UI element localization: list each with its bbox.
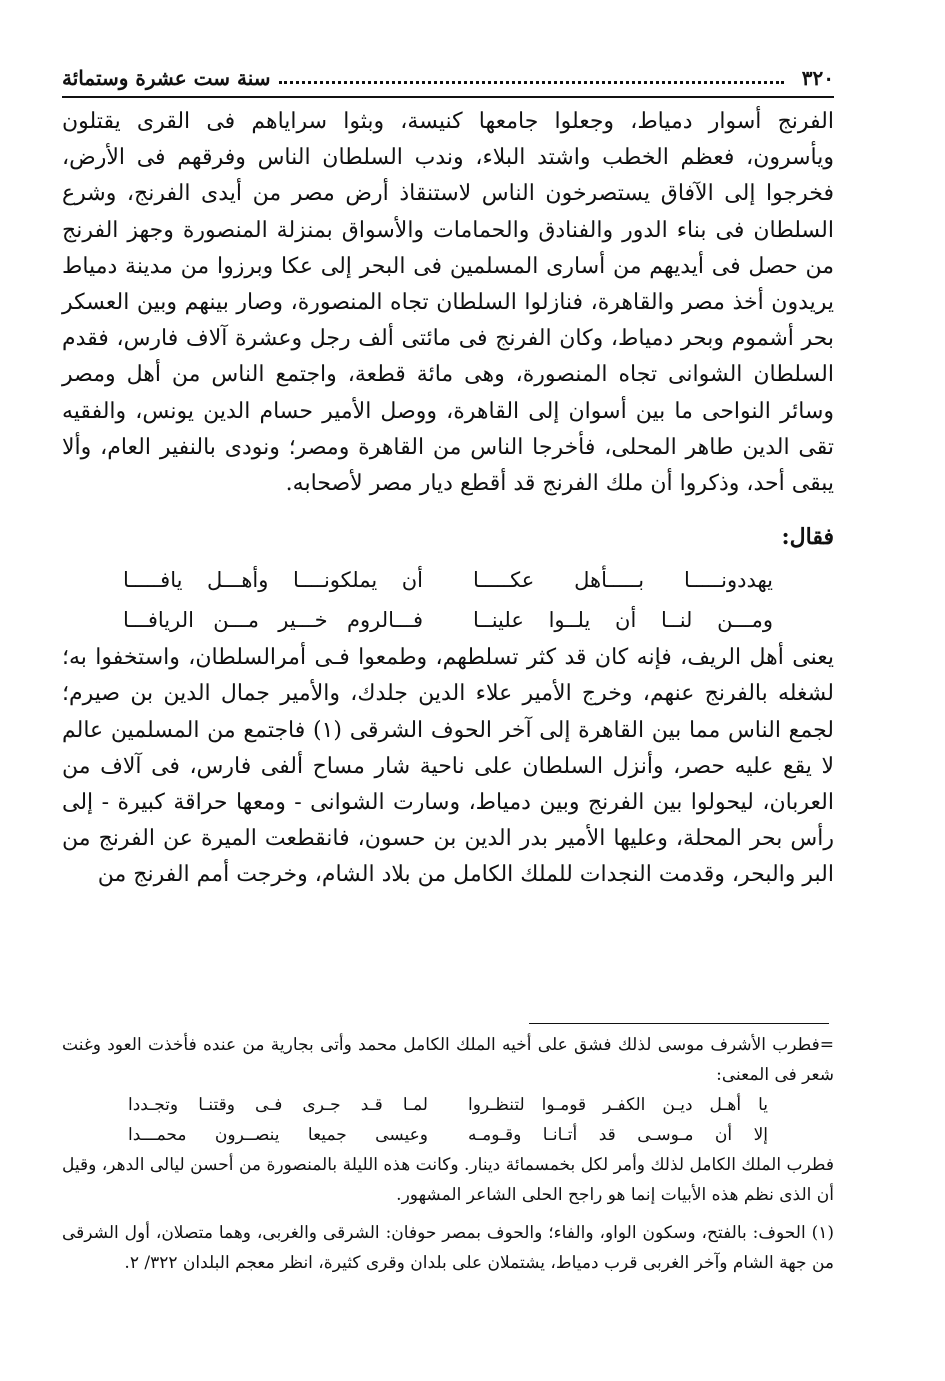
main-text [62,104,834,894]
footnote-separator [529,1023,829,1024]
footnote-verse-1-second: لمـا قـد جـرى فـى وقتنـا وتجـددا [128,1095,428,1115]
footnotes [62,1030,834,1278]
footnote-verse-2-first: إلا أن مـوسـى قد أتـانـا وقـومـه [468,1125,768,1145]
verse-1-first-hemistich: يهددونـــــا بـــــأهل عكـــــا [473,568,773,593]
poem [62,560,834,640]
verse-2 [62,600,834,640]
footnote-verse-2-second: وعيسى جميعا ينصــرون محمـــدا [128,1125,428,1145]
running-header [62,60,834,98]
verse-1-second-hemistich: أن يملكونــــا وأهـــل يافـــــا [123,568,423,593]
footnote-verse-1 [62,1090,834,1120]
verse-2-first-hemistich: ومـــن لنــا أن يلــوا علينــا [473,608,773,633]
paragraph-2: يعنى أهل الريف، فإنه كان قد كثر تسلطهم، وطمعوا فـى أمرالسلطان، واستخفوا به؛ لشغله بالفرنج عنهم، وخرج الأمير علاء الدين جلدك، والأمير جمال الدين بن صيرم؛ لجمع الناس مما بين القاهرة إلى آخر الحوف الشرقى (١) فاجتمع من المسلمين عالم لا يقع عليه حصر، وأنزل السلطان على ناحية شار مساح ألفى فارس، فى آلاف من العربان، ليحولوا بين الفرنج وبين دمياط، وسارت الشوانى - ومعها حراقة كبيرة - إلى رأس بحر المحلة، وعليها الأمير بدر الدين بن حسون، فانقطعت الميرة عن الفرنج من البر والبحر، وقدمت النجدات للملك الكامل من بلاد الشام، وخرجت أمم الفرنج من [62,645,834,888]
verse-2-second-hemistich: فـــالروم خـــير مـــن الريافـــا [123,608,423,633]
verse-1 [62,560,834,600]
footnote-verse-1-first: يا أهـل ديـن الكفـر قومـوا لتنظـروا [468,1095,768,1115]
poem-intro: فقال: [781,524,834,551]
footnote-verse-2 [62,1120,834,1150]
page-number: ٣٢٠ [801,66,834,90]
footnote-after-poem: فطرب الملك الكامل لذلك وأمر لكل بخمسمائة دينار. وكانت هذه الليلة بالمنصورة من أحسن ليالى الدهر، وقيل أن الذى نظم هذه الأبيات إنما هو راجح الحلى الشاعر المشهور. [62,1155,834,1205]
footnote-1: (١) الحوف: بالفتح، وسكون الواو، والفاء؛ والحوف بمصر حوفان: الشرقى والغربى، وهما متصلان، أول الشرقى من جهة الشام وآخر الغربى قرب دمياط، يشتملان على بلدان وقرى كثيرة، انظر معجم البلدان ٣٢٢/ ٢. [62,1223,834,1273]
running-title: سنة ست عشرة وستمائة [62,66,271,90]
footnote-poem [62,1090,834,1150]
header-dot-leader [279,73,784,84]
paragraph-1: الفرنج أسوار دمياط، وجعلوا جامعها كنيسة، وبثوا سراياهم فى القرى يقتلون ويأسرون، فعظم الخطب واشتد البلاء، وندب السلطان الناس وفرقهم فى الأرض، فخرجوا إلى الآفاق يستصرخون الناس لاستنقاذ أرض مصر من أيدى الفرنج، وشرع السلطان فى بناء الدور والفنادق والحمامات والأسواق بمنزلة المنصورة وجهز الفرنج من حصل فى أيديهم من أسارى المسلمين فى البحر إلى عكا وبرزوا من مدينة دمياط يريدون أخذ مصر والقاهرة، فنازلوا السلطان تجاه المنصورة، وصار بينهم وبين العسكر بحر أشموم وبحر دمياط، وكان الفرنج فى مائتى ألف رجل وعشرة آلاف فارس، فقدم السلطان الشوانى تجاه المنصورة، وهى مائة قطعة، واجتمع الناس من أهل ومصر وسائر النواحى ما بين أسوان إلى القاهرة، ووصل الأمير حسام الدين يونس، والفقيه تقى الدين طاهر المحلى، فأخرجا الناس من القاهرة ومصر؛ ونودى بالنفير العام، وألا يبقى أحد، وذكروا أن ملك الفرنج قد أقطع ديار مصر لأصحابه. [62,109,834,497]
footnote-continuation: =فطرب الأشرف موسى لذلك فشق على أخيه الملك الكامل محمد وأتى بجارية من عنده فأخذت العود وغنت شعر فى المعنى: [62,1035,834,1085]
